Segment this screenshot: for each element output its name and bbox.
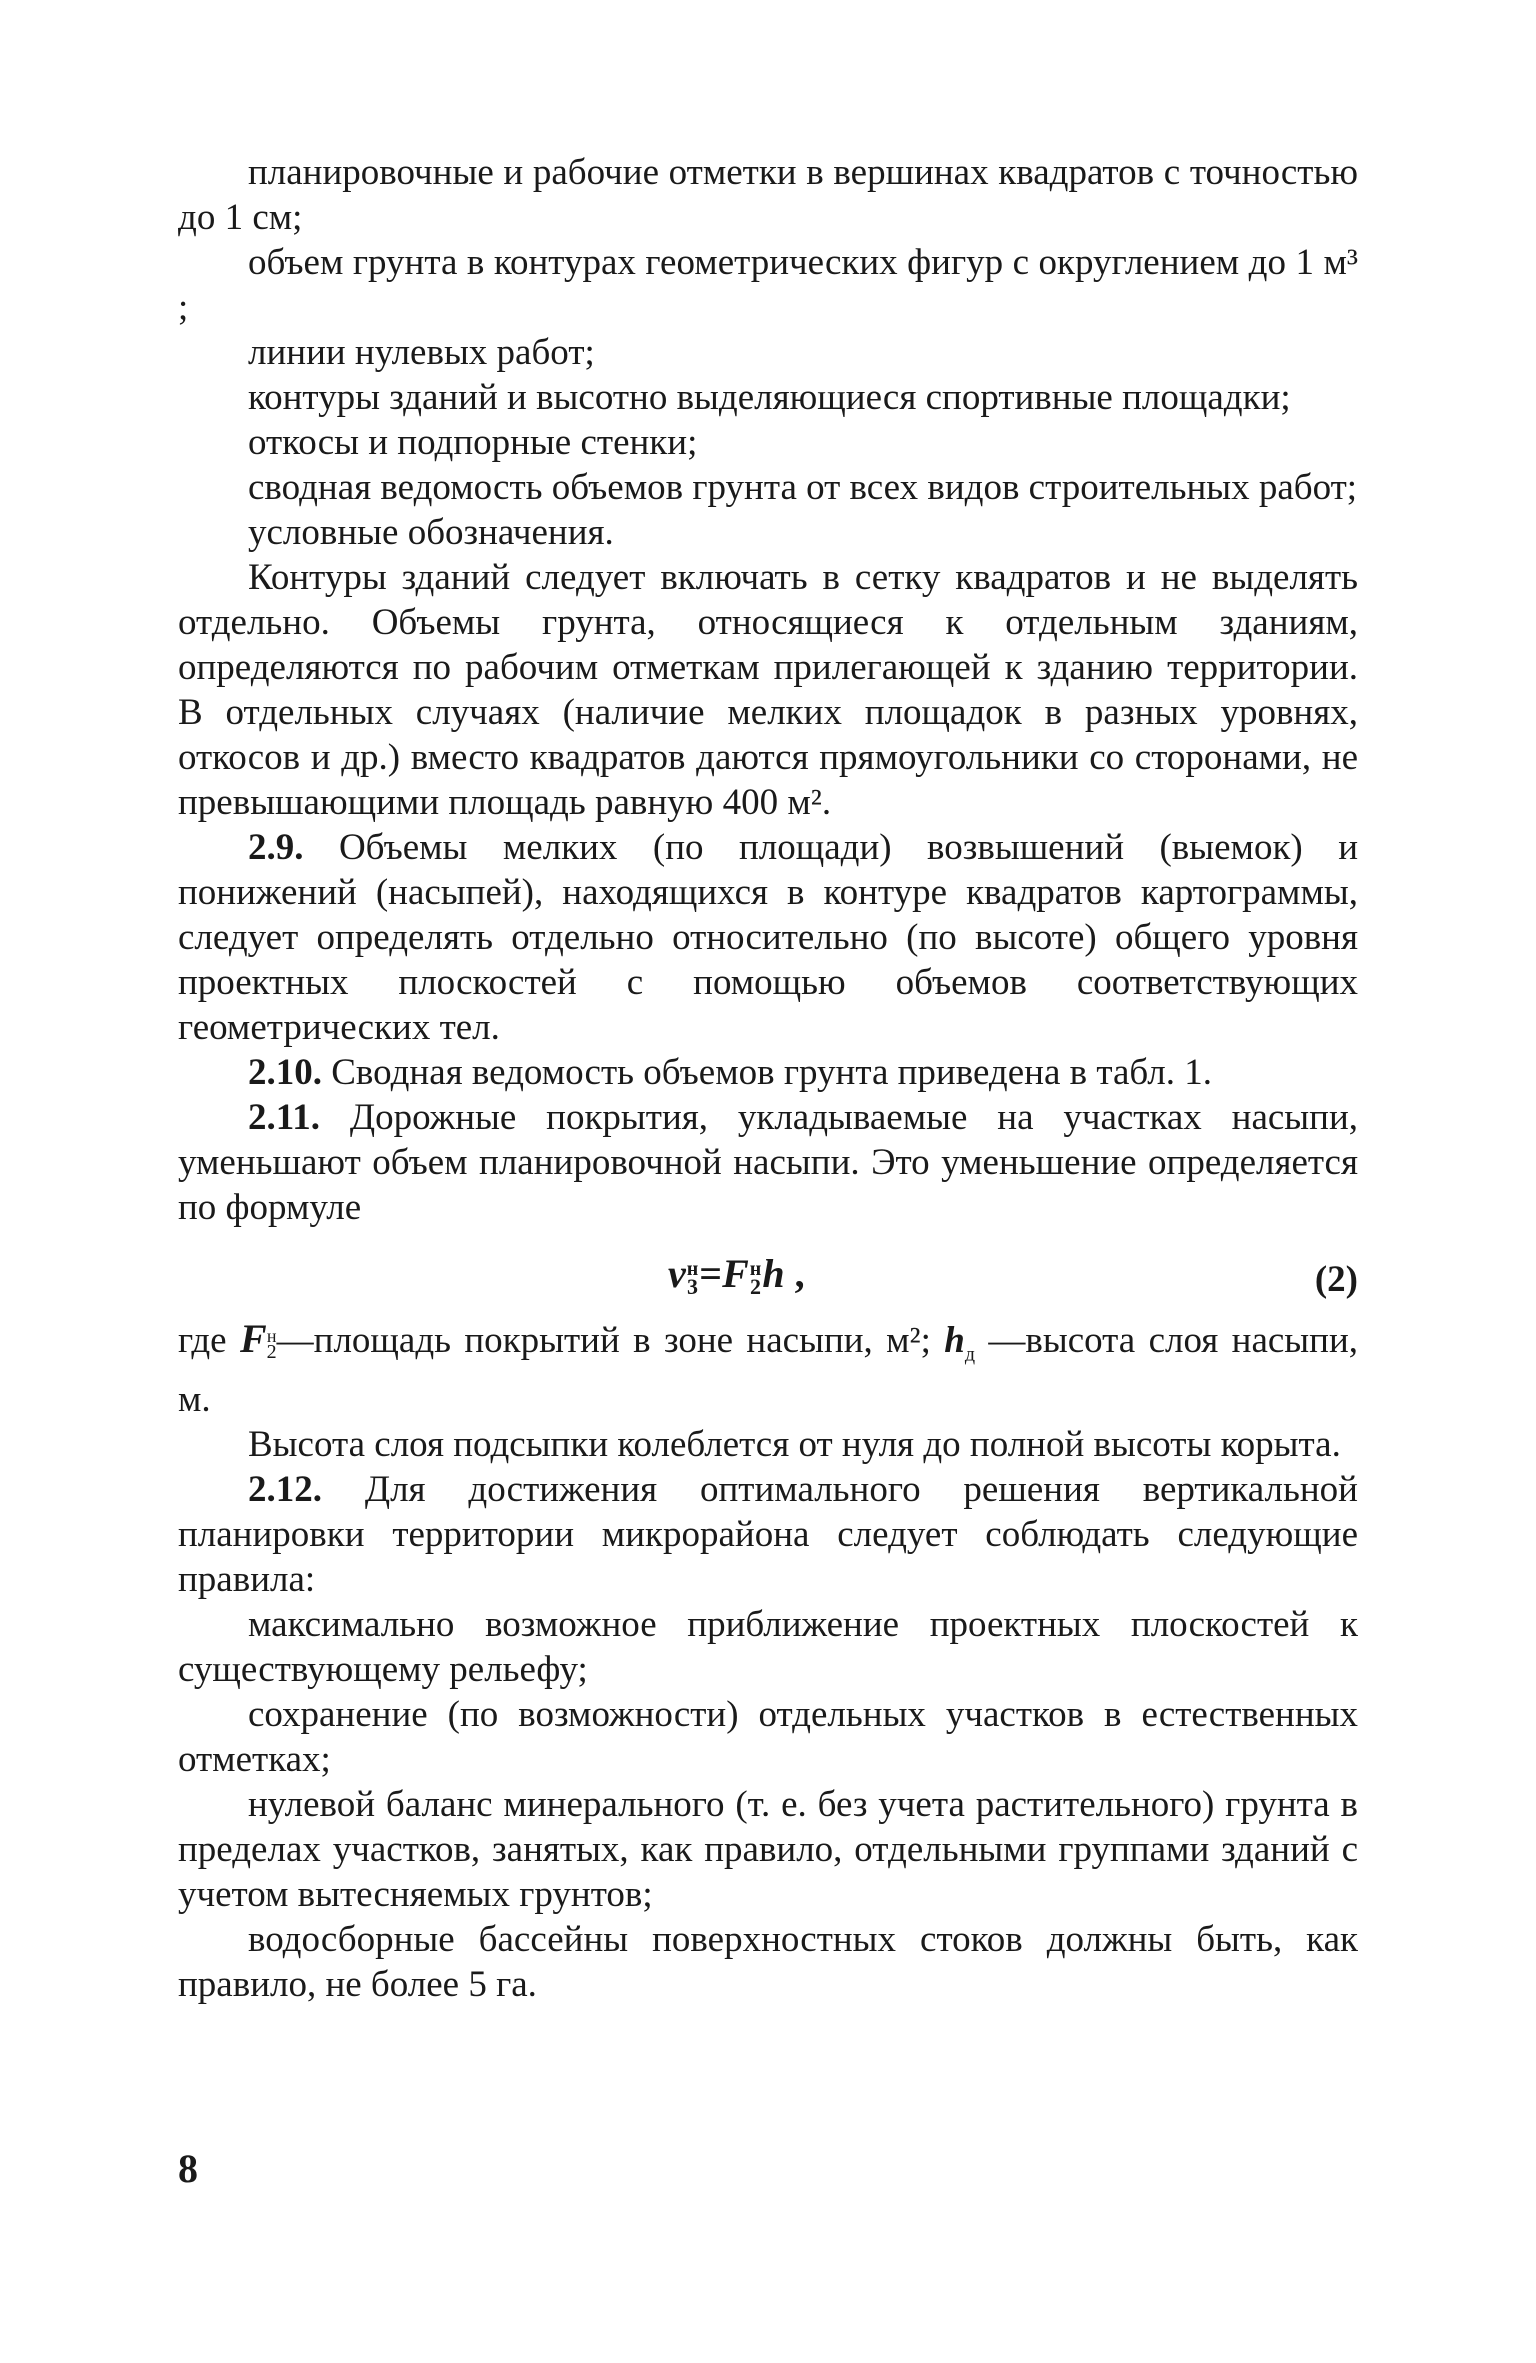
section-number: 2.9. (248, 827, 304, 868)
paragraph-soil-volume: объем грунта в контурах геометрических фигур с округлением до 1 м³ ; (178, 242, 1358, 328)
section-text: Для достижения оптимального решения вертикальной планировки территории микрорайона следует соблюдать следующие правила: (178, 1469, 1358, 1601)
section-2-10 (178, 1050, 1358, 1095)
formula-explanation: где F н 2 —площадь покрытий в зоне насыпи, м²; $h_д$ —высота слоя насыпи, м. (178, 1316, 1358, 1421)
paragraph-building-grid: Контуры зданий следует включать в сетку квадратов и не выделять отдельно. Объемы грунта, относящиеся к отдельным зданиям, определяются по рабочим отметкам прилегающей к зданию территории. В отдельных случаях (наличие мелких площадок в разных уровнях, откосов и др.) вместо квадратов даются прямоугольники со сторонами, не превышающими площадь равную 400 м². (178, 557, 1358, 823)
paragraph-marks-precision: планировочные и рабочие отметки в вершинах квадратов с точностью до 1 см; (178, 152, 1358, 238)
section-2-12 (178, 1467, 1358, 1602)
paragraph-slopes: откосы и подпорные стенки; (248, 422, 698, 463)
rule-item: нулевой баланс минерального (т. е. без учета растительного) грунта в пределах участков, занятых, как правило, отдельными группами зданий с учетом вытесняемых грунтов; (178, 1784, 1358, 1916)
formula: v н 3 =F н 2 h , (668, 1251, 805, 1299)
section-number: 2.12. (248, 1469, 322, 1511)
rule-item: водосборные бассейны поверхностных стоков должны быть, как правило, не более 5 га. (178, 1919, 1358, 2006)
document-page (178, 150, 1358, 2007)
section-2-11 (178, 1095, 1358, 1230)
paragraph-zero-lines: линии нулевых работ; (248, 332, 595, 373)
section-text: Дорожные покрытия, укладываемые на участках насыпи, уменьшают объем планировочной насыпи. Это уменьшение определяется по формуле (178, 1097, 1359, 1228)
formula-number: (2) (1314, 1259, 1358, 1300)
page-number: 8 (178, 2146, 198, 2191)
rule-item: сохранение (по возможности) отдельных участков в естественных отметках; (178, 1694, 1358, 1781)
paragraph-legend: условные обозначения. (248, 512, 614, 553)
section-number: 2.11. (248, 1097, 320, 1138)
paragraph-fill-height: Высота слоя подсыпки колеблется от нуля до полной высоты корыта. (248, 1424, 1341, 1466)
paragraph-building-contours: контуры зданий и высотно выделяющиеся спортивные площадки; (248, 377, 1291, 418)
rule-item: максимально возможное приближение проектных плоскостей к существующему рельефу; (178, 1604, 1358, 1691)
formula-block (178, 1236, 1358, 1316)
section-text: Сводная ведомость объемов грунта приведена в табл. 1. (331, 1052, 1213, 1093)
section-text: Объемы мелких (по площади) возвышений (выемок) и понижений (насыпей), находящихся в контуре квадратов картограммы, следует определять отдельно относительно (по высоте) общего уровня проектных плоскостей с помощью объемов соответствующих геометрических тел. (178, 827, 1358, 1048)
section-2-9 (178, 825, 1358, 1050)
section-number: 2.10. (248, 1052, 322, 1093)
paragraph-summary-sheet: сводная ведомость объемов грунта от всех видов строительных работ; (248, 467, 1358, 508)
